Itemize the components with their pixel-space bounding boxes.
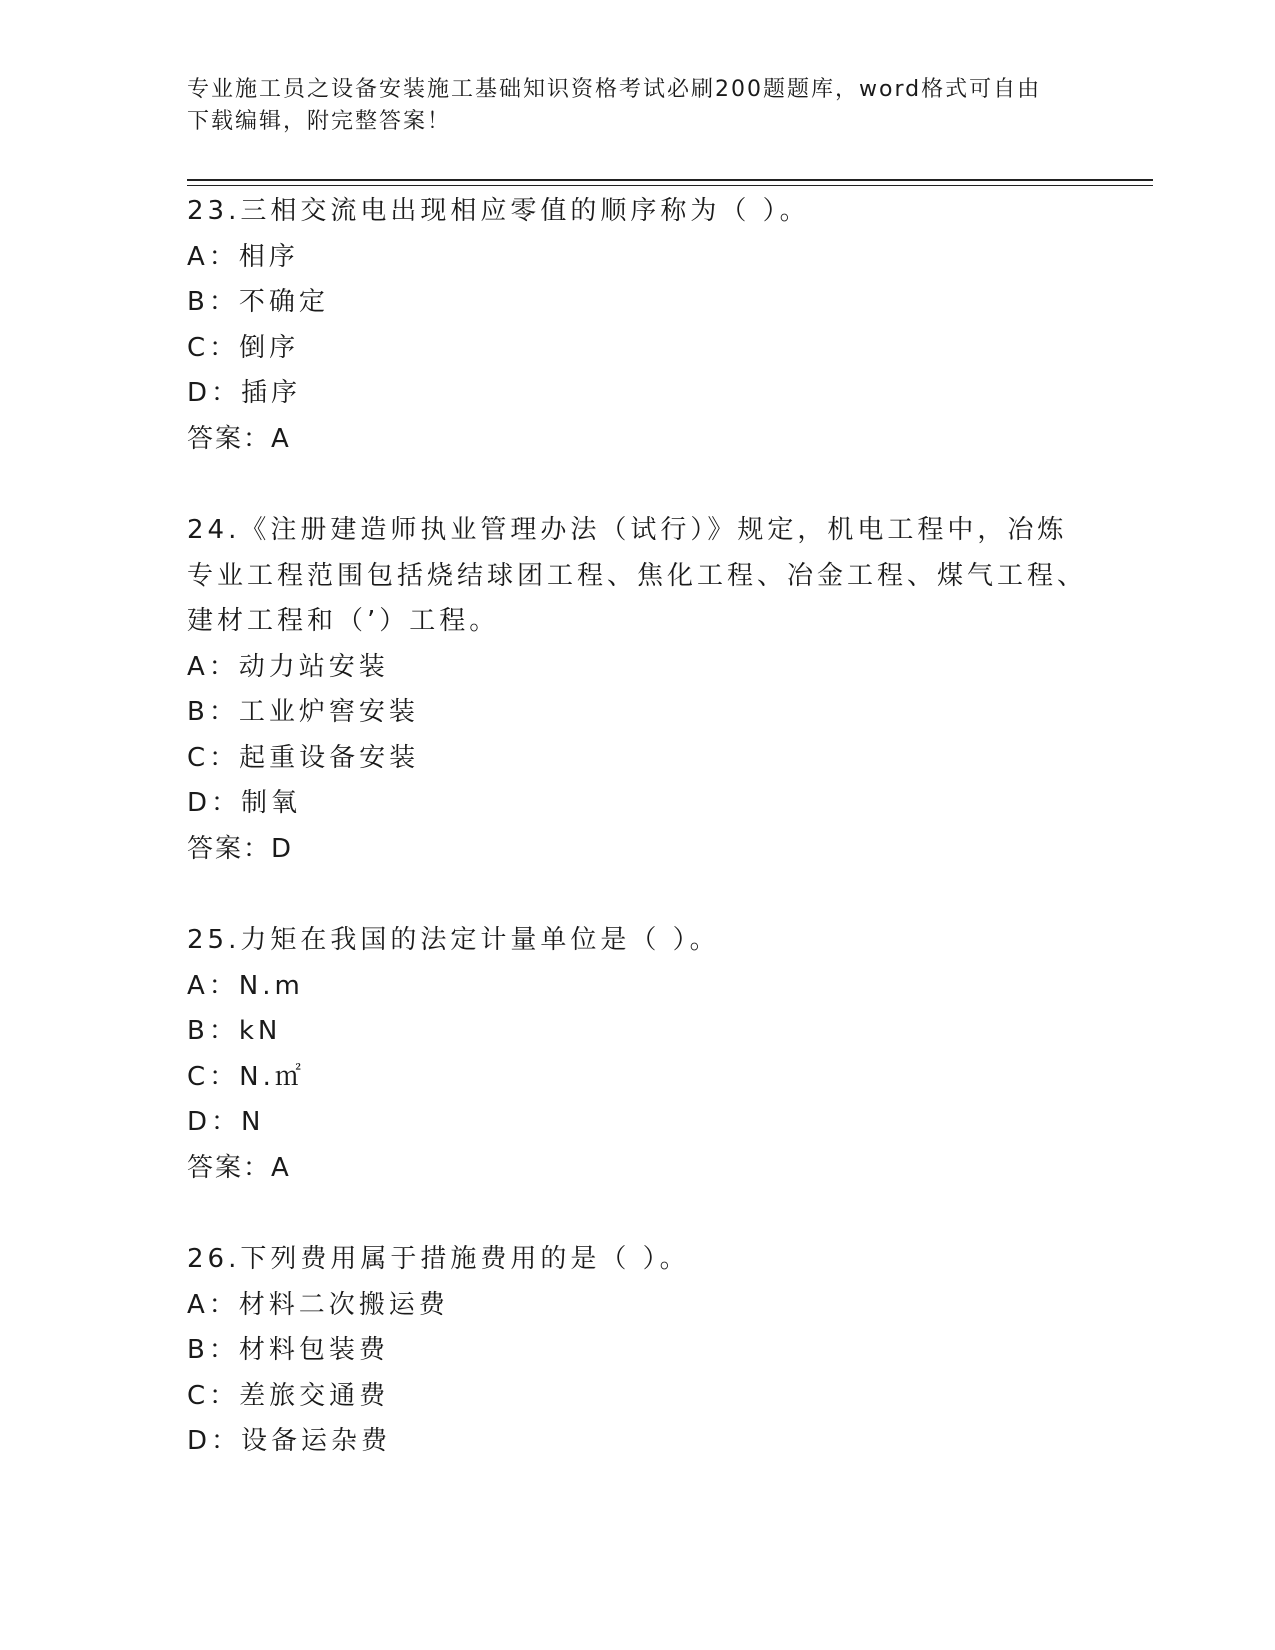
header-line-2: 下载编辑，附完整答案！	[187, 109, 452, 134]
header-rule-thin	[187, 185, 1153, 186]
option-d: D：设备运杂费	[187, 1426, 392, 1456]
question-stem: 24.《注册建造师执业管理办法（试行）》规定，机电工程中，冶炼专业工程范围包括烧结球团工程、焦化工程、冶金工程、煤气工程、建材工程和（’）工程。	[187, 515, 1088, 636]
option-a: A：N.m	[187, 970, 304, 1001]
option-d: D：N	[187, 1107, 265, 1137]
option-c: C：差旅交通费	[187, 1380, 390, 1411]
option-b: B：不确定	[187, 287, 329, 317]
option-b: B：材料包装费	[187, 1335, 389, 1365]
question-24	[187, 508, 1087, 872]
option-c: C：倒序	[187, 332, 300, 363]
answer: 答案：A	[187, 423, 291, 454]
question-26	[187, 1237, 1087, 1465]
option-c: C：起重设备安装	[187, 742, 420, 773]
option-b: B：工业炉窖安装	[187, 697, 419, 727]
option-a: A：动力站安装	[187, 651, 389, 682]
option-c: C：N.㎡	[187, 1061, 305, 1092]
option-a: A：相序	[187, 241, 299, 272]
question-25	[187, 918, 1087, 1191]
header-rule-thick	[187, 179, 1153, 181]
answer: 答案：D	[187, 833, 294, 864]
question-stem: 23.三相交流电出现相应零值的顺序称为（ ）。	[187, 196, 810, 226]
answer: 答案：A	[187, 1152, 291, 1183]
question-list	[187, 189, 1087, 1511]
question-stem: 25.力矩在我国的法定计量单位是（ ）。	[187, 925, 720, 955]
question-23	[187, 189, 1087, 462]
option-a: A：材料二次搬运费	[187, 1289, 449, 1320]
option-b: B：kN	[187, 1016, 282, 1046]
question-stem: 26.下列费用属于措施费用的是（ ）。	[187, 1244, 690, 1274]
option-d: D：插序	[187, 378, 302, 408]
document-header	[187, 74, 1087, 138]
option-d: D：制氧	[187, 788, 302, 818]
header-line-1: 专业施工员之设备安装施工基础知识资格考试必刷200题题库，word格式可自由	[187, 77, 1042, 102]
